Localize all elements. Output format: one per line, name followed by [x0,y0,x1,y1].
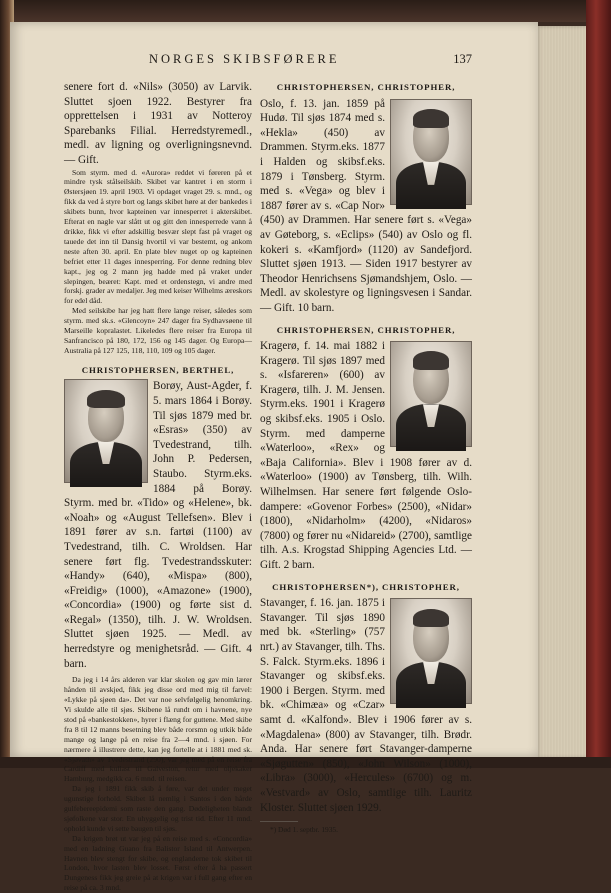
entry-heading-christopher-1: CHRISTOPHERSEN, CHRISTOPHER, [276,82,456,92]
page-edges [536,26,588,758]
footnote: *) Død 1. septbr. 1935. [270,825,338,835]
entry-heading-christopher-3: CHRISTOPHERSEN*), CHRISTOPHER, [272,581,460,592]
intro-small-2: Med seilskibe har jeg hatt flere lange reiser, således som styrm. med sk.s. «Glencoyn» 247 dager fra Sydhavsøene til Marseille kopralastet. Likeledes flere reiser fra Europa til Sanfrancisco på 180, 172, 156 og 145 dager. Og Europa—Australia på 127 125, 118, 110, 109 og 105 dager. [64,306,252,355]
page-number: 137 [453,52,472,66]
portrait-hair [413,351,450,370]
portrait-hair [413,609,450,628]
page-header [64,52,472,72]
running-head: NORGES SKIBSFØRERE [149,52,340,66]
intro-text: senere fort d. «Nils» (3050) av Larvik. Sluttet sjoen 1922. Bestyrer fra opprettelsen i 1931 av Notteroy Sparebanks Filial. Herredstyremedl., medl. av ligning og overligningsnevnd. — Gift. [64,81,252,166]
berthel-small-1: Da jeg i 14 års alderen var klar skolen og gav min lærer hånden til avskjed, fikk jeg disse ord med mig til farvel: «Lykke på sjøen da». Det var noe selvfølgelig henomkring. Vi skulde alle til sjøs. Skibene lå rundt om i havnene, nye stod på «bankestokken», hyrer i flæng for guttene. Med skibe fra 8 til 12 manns besetning blev både rorsmn og utkik både mange og lange på en reise fra 2—4 mnd. i sjøen. For nærmere å illustrere dette, kan jeg fortelle at i 1881 med sk. «Sjøvath» av Tvedestrand (290), var jeg med på en reise fra Cardiff med kullast til Galveston, retur med oljekaker Hamburg, medgikk ca. 6 mnd. til reisen. [64,675,252,784]
portrait-christopher-1 [390,99,472,205]
berthel-anecdote [64,675,252,893]
entry-text-berthel: Borøy, Aust-Agder, f. 5. mars 1864 i Borøy. Til sjøs 1879 med br. «Esras» (350) av Tvedestrand, tilh. John P. Pedersen, Staubo. Styrm.eks. 1884 på Borøy. Styrm. med br. «Tido» og «Helene», bk. «Noah» og «August Tellefsen». Blev i 1891 fører av s.n. fartøi (1100) av Tvedestrand, tilh. C. Wroldsen. Har senere ført flg. Tvedestrandsskuter: «Handy» (640), «Mispa» (800), «Freidig» (1000), «Amazone» (1900), «Concordia» (1900) og førte sist d. «Regal» (1350), tilh. J. W. Wroldsen. Sluttet sjøen 1925. — Medl. av herredstyre og menighetsråd. — Gift. 4 barn. [64,380,252,670]
intro-small-1: Som styrm. med d. «Aurora» reddet vi føreren på et mindre tysk stålseilskib. Skibet var kantret i en storm i Østersjøen 19. april 1903. Vi opdaget vraget 29. s. mnd., og fikk da ved å styre bort og langs skibet høre at der bankedes i skibets bunn, hvor kapteinen var innesperret i akterskibet. Efterat en nagle var slått ut og gitt den innesperrede vann å drikke, fikk vi efter adskillig besvær slept fast på vraget og tauede det inn til Dansig hvortil vi var bestemt, og ankom neste aften 30. april. En plate blev nuget op og kapteinen befriet etter 11 dages innesperring. For denne redning blev kapt., jeg og 2 mann jeg hadde med på vraket under slepingen, beæret: Kapt. med et ordenstegn, vi andre med forskj. grader av medaljer. Jeg med keiser Wilhelms æreskors for edel dåd. [64,167,252,306]
entry-heading-berthel: CHRISTOPHERSEN, BERTHEL, [81,364,235,375]
portrait-christopher-3 [390,598,472,704]
left-column [64,80,252,893]
portrait-hair [413,109,450,128]
entry-text-christopher-3: Stavanger, f. 16. jan. 1875 i Stavanger. Til sjøs 1890 med bk. «Sterling» (757 nrt.) av Stavanger, tilh. Ths. S. Falck. Styrm.eks. 1896 i Stavanger og skibsf.eks. 1900 i Bergen. Styrm. med bk. «Chimæa» og «Czar» samt d. «Kalfond». Blev i 1906 fører av s. «Magdalena» (800) av Stavanger, tilh. Brødr. Anda. Har senere ført Stavanger-damperne «Sjøgutten» (850), «John Wilson» (1000), «Libra» (3000), «Hercules» (6700) og m. «Vestvard» av Oslo, samtlige tilh. Lauritz Kloster. Sluttet sjøen 1929. [260,597,472,814]
book-cover-top [0,0,611,22]
intro-anecdote [64,168,252,356]
footnote-rule [260,821,298,822]
portrait-christopher-2 [390,341,472,447]
book-cover-right [586,0,611,768]
entry-heading-christopher-2: CHRISTOPHERSEN, CHRISTOPHER, [276,324,456,335]
portrait-hair [87,390,125,408]
portrait-berthel [64,379,148,483]
right-column [260,80,472,834]
berthel-small-2: Da jeg i 1891 fikk skib å føre, var det under meget ugunstige forhold. Skibet lå nemlig i Santos i den hårde gulfebereepidemi som raste den gang. Dødeligheten blandt sjøfolkene var stor. En uhyggelig og trist tid. Efter 11 mnd. ophold kunde vi sette baugen til sjøs. [64,784,252,833]
entry-text-christopher-1: Oslo, f. 13. jan. 1859 på Hudø. Til sjøs 1874 med s. «Hekla» (450) av Drammen. Styrm.eks. 1877 i Halden og skibsf.eks. 1879 i Tønsberg. Styrm. med s. «Vega» og blev i 1887 fører av s. «Cap Nor» (450) av Drammen. Har senere ført s. «Vega» av Gøteborg, s. «Eclips» (540) av Oslo og fl. kokeri s. «Kamfjord» (1120) av Sandefjord. Sluttet sjøen 1913. — Siden 1917 bestyrer av Theodor Henrichsens Sjømandshjem, Oslo. — Medl. av skolestyre og ligningsvesen i Sandar. — Gift. 10 barn. [260,97,472,314]
berthel-small-3: Da krigen brøt ut var jeg på en reise med s. «Concordia» med en ladning Guano fra Balistor Island til Antwerpen. Havnen blev stengt for skibe, og englanderne tok skibet til London, hvor lasten blev losset. Først efter å ha passert Dungeness fikk jeg greie på at krigen var i full gang efter en reise på ca. 3 mnd. [64,833,252,893]
entry-text-christopher-2: Kragerø, f. 14. mai 1882 i Kragerø. Til sjøs 1897 med s. «Isfareren» (600) av Kragerø, tilh. J. M. Jensen. Styrm.eks. 1901 i Kragerø og skibsf.eks. 1905 i Oslo. Styrm. med damperne «Waterloo», «Rex» og «Baja California». Blev i 1908 fører av d. «Waterloo» (1900) av Tønsberg, tilh. Wilh. Wilhelmsen. Har senere ført følgende Oslo-dampere: «Govenor Forbes» (2500), «Nidar» (1800), «Nidarholm» (4200), «Nidaros» (7800) og fører nu «Nidareid» (2700), samtlige tilh. A.s. Krogstad Shipping Agencies Ltd. — Gift. 2 barn. [260,340,472,571]
